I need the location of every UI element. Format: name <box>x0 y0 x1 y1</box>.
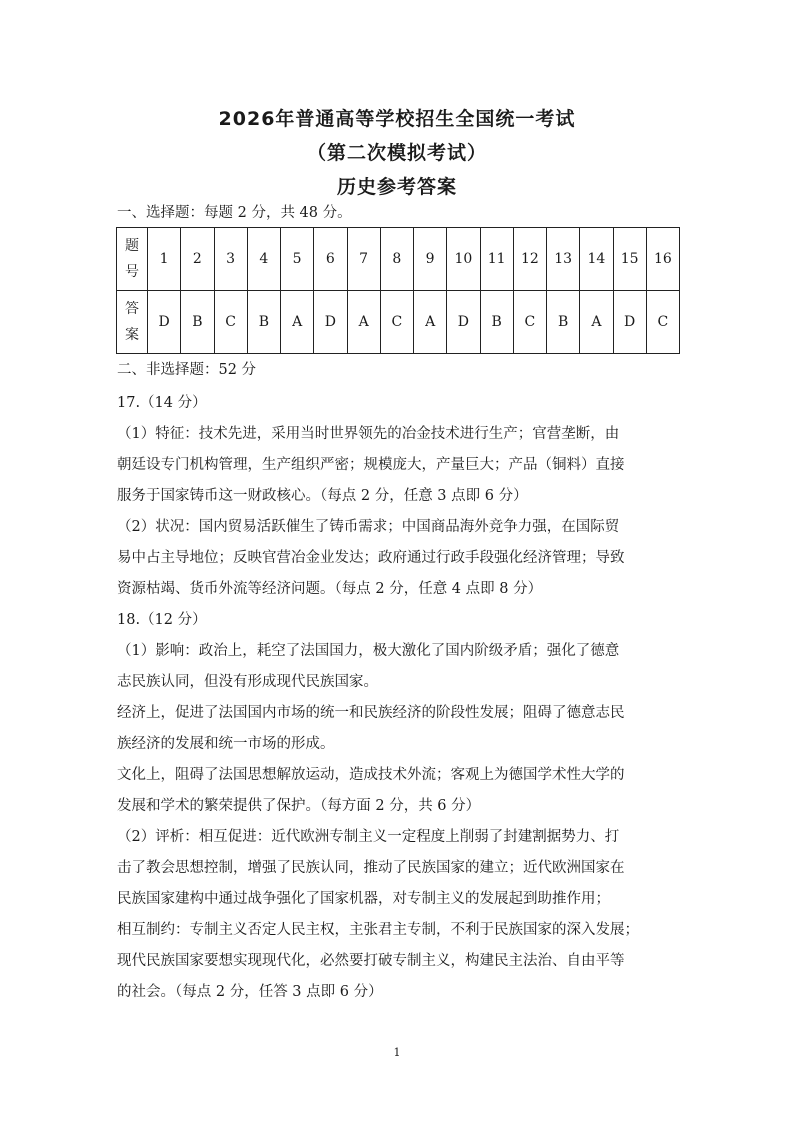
question-number: 12 <box>513 228 546 291</box>
question-number: 6 <box>314 228 347 291</box>
section-1-heading: 一、选择题：每题 2 分，共 48 分。 <box>117 205 352 221</box>
exam-title: 2026年普通高等学校招生全国统一考试 <box>218 108 576 130</box>
q18-line: 相互制约：专制主义否定人民主权，主张君主专制，不利于民族国家的深入发展； <box>117 922 639 938</box>
q17-line: （2）状况：国内贸易活跃催生了铸币需求；中国商品海外竞争力强，在国际贸 <box>117 519 620 535</box>
answer-cell: D <box>613 291 646 354</box>
question-number: 3 <box>214 228 247 291</box>
answer-row <box>117 291 680 354</box>
answer-cell: B <box>480 291 513 354</box>
answer-cell: C <box>214 291 247 354</box>
row-header-answer: 答 案 <box>117 291 148 354</box>
answer-cell: A <box>347 291 380 354</box>
answer-cell: C <box>380 291 413 354</box>
answer-cell: A <box>580 291 613 354</box>
answer-cell: A <box>281 291 314 354</box>
q17-line: 朝廷设专门机构管理，生产组织严密；规模庞大，产量巨大；产品（铜料）直接 <box>117 457 625 473</box>
answer-cell: D <box>314 291 347 354</box>
q18-line: （2）评析：相互促进：近代欧洲专制主义一定程度上削弱了封建割据势力、打 <box>117 829 620 845</box>
section-2-heading: 二、非选择题：52 分 <box>117 362 257 378</box>
answer-cell: B <box>247 291 280 354</box>
q17-line: （1）特征：技术先进，采用当时世界领先的冶金技术进行生产；官营垄断，由 <box>117 426 620 442</box>
q18-line: 志民族认同，但没有形成现代民族国家。 <box>117 674 378 690</box>
answer-key-title: 历史参考答案 <box>336 176 457 198</box>
q17-line: 服务于国家铸币这一财政核心。（每点 2 分，任意 3 点即 6 分） <box>117 488 528 504</box>
answer-table <box>116 227 680 354</box>
answer-cell: C <box>513 291 546 354</box>
answer-cell: D <box>148 291 181 354</box>
question-number: 15 <box>613 228 646 291</box>
q18-heading: 18.（12 分） <box>117 612 207 628</box>
q17-line: 资源枯竭、货币外流等经济问题。（每点 2 分，任意 4 点即 8 分） <box>117 581 543 597</box>
question-number: 2 <box>181 228 214 291</box>
q18-line: （1）影响：政治上，耗空了法国国力，极大激化了国内阶级矛盾；强化了德意 <box>117 643 620 659</box>
question-number: 10 <box>447 228 480 291</box>
answer-cell: A <box>414 291 447 354</box>
question-number: 8 <box>380 228 413 291</box>
row-header-question: 题 号 <box>117 228 148 291</box>
answer-cell: B <box>181 291 214 354</box>
question-number-row <box>117 228 680 291</box>
q18-line: 族经济的发展和统一市场的形成。 <box>117 736 335 752</box>
answer-cell: B <box>547 291 580 354</box>
page-number: 1 <box>393 1046 401 1059</box>
question-number: 1 <box>148 228 181 291</box>
answer-cell: D <box>447 291 480 354</box>
q18-line: 文化上，阻碍了法国思想解放运动，造成技术外流；客观上为德国学术性大学的 <box>117 767 625 783</box>
exam-subtitle: （第二次模拟考试） <box>306 142 487 164</box>
q18-line: 的社会。（每点 2 分，任答 3 点即 6 分） <box>117 984 383 1000</box>
question-number: 14 <box>580 228 613 291</box>
answer-cell: C <box>646 291 679 354</box>
q18-line: 民族国家建构中通过战争强化了国家机器，对专制主义的发展起到助推作用； <box>117 891 610 907</box>
q17-heading: 17.（14 分） <box>117 395 207 411</box>
question-number: 5 <box>281 228 314 291</box>
question-number: 9 <box>414 228 447 291</box>
q18-line: 现代民族国家要想实现现代化，必然要打破专制主义，构建民主法治、自由平等 <box>117 953 625 969</box>
question-number: 11 <box>480 228 513 291</box>
q18-line: 经济上，促进了法国国内市场的统一和民族经济的阶段性发展；阻碍了德意志民 <box>117 705 625 721</box>
question-number: 7 <box>347 228 380 291</box>
question-number: 13 <box>547 228 580 291</box>
q17-line: 易中占主导地位；反映官营冶金业发达；政府通过行政手段强化经济管理；导致 <box>117 550 625 566</box>
q18-line: 击了教会思想控制，增强了民族认同，推动了民族国家的建立；近代欧洲国家在 <box>117 860 625 876</box>
question-number: 4 <box>247 228 280 291</box>
question-number: 16 <box>646 228 679 291</box>
q18-line: 发展和学术的繁荣提供了保护。（每方面 2 分，共 6 分） <box>117 798 481 814</box>
